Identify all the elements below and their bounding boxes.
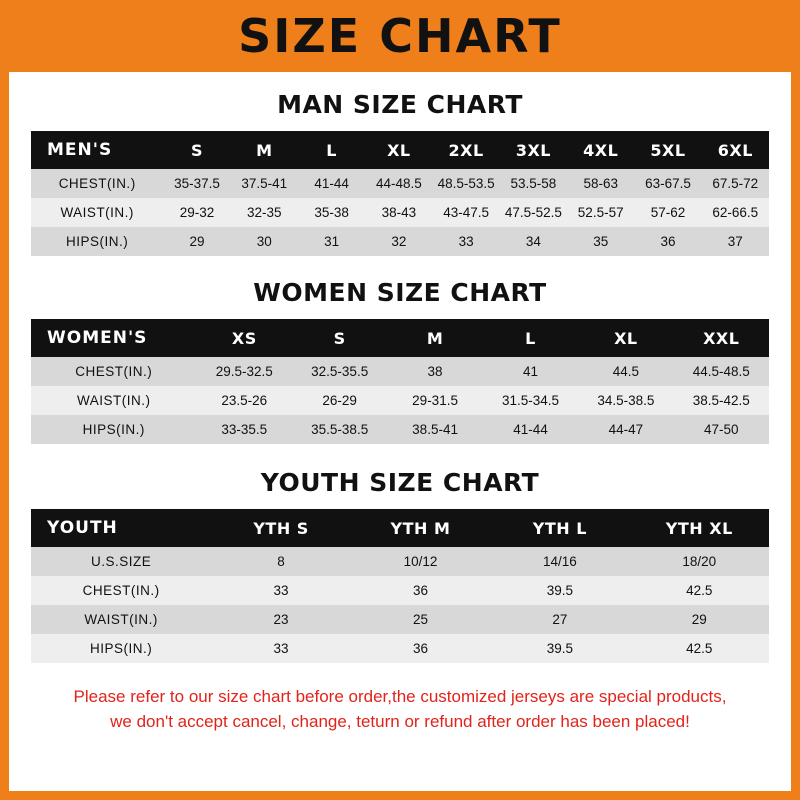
man-header-cell: XL xyxy=(365,131,432,169)
man-size-table xyxy=(31,131,769,256)
table-cell: 31 xyxy=(298,227,365,256)
women-table-head xyxy=(31,319,769,357)
table-cell: 34 xyxy=(500,227,567,256)
table-cell: 31.5-34.5 xyxy=(483,386,578,415)
row-label: CHEST(IN.) xyxy=(31,576,211,605)
women-header-cell: M xyxy=(387,319,482,357)
table-cell: 44-48.5 xyxy=(365,169,432,198)
table-row xyxy=(31,547,769,576)
row-label: HIPS(IN.) xyxy=(31,415,197,444)
youth-header-cell: YTH S xyxy=(211,509,350,547)
table-row xyxy=(31,169,769,198)
table-row xyxy=(31,415,769,444)
header-band xyxy=(0,0,800,72)
man-header-cell: 6XL xyxy=(702,131,769,169)
table-cell: 23.5-26 xyxy=(197,386,292,415)
footer-note xyxy=(47,685,753,734)
table-cell: 42.5 xyxy=(630,576,769,605)
table-cell: 37 xyxy=(702,227,769,256)
table-cell: 67.5-72 xyxy=(702,169,769,198)
youth-size-table xyxy=(31,509,769,663)
man-header-cell: L xyxy=(298,131,365,169)
row-label: WAIST(IN.) xyxy=(31,386,197,415)
row-label: WAIST(IN.) xyxy=(31,605,211,634)
table-cell: 41-44 xyxy=(298,169,365,198)
table-cell: 35-38 xyxy=(298,198,365,227)
women-header-cell: WOMEN'S xyxy=(31,319,197,357)
table-cell: 35-37.5 xyxy=(163,169,230,198)
man-table-body xyxy=(31,169,769,256)
women-header-cell: XXL xyxy=(674,319,769,357)
table-cell: 47.5-52.5 xyxy=(500,198,567,227)
table-cell: 36 xyxy=(351,634,490,663)
man-header-cell: MEN'S xyxy=(31,131,163,169)
table-row xyxy=(31,198,769,227)
table-cell: 39.5 xyxy=(490,634,629,663)
table-cell: 33-35.5 xyxy=(197,415,292,444)
table-cell: 33 xyxy=(433,227,500,256)
table-cell: 25 xyxy=(351,605,490,634)
table-cell: 23 xyxy=(211,605,350,634)
table-cell: 41-44 xyxy=(483,415,578,444)
table-cell: 52.5-57 xyxy=(567,198,634,227)
table-cell: 33 xyxy=(211,576,350,605)
women-table-body xyxy=(31,357,769,444)
table-row xyxy=(31,386,769,415)
table-cell: 26-29 xyxy=(292,386,387,415)
man-header-cell: 5XL xyxy=(634,131,701,169)
man-header-cell: S xyxy=(163,131,230,169)
table-cell: 63-67.5 xyxy=(634,169,701,198)
youth-table-body xyxy=(31,547,769,663)
row-label: CHEST(IN.) xyxy=(31,169,163,198)
row-label: WAIST(IN.) xyxy=(31,198,163,227)
table-cell: 38.5-42.5 xyxy=(674,386,769,415)
row-label: HIPS(IN.) xyxy=(31,227,163,256)
table-cell: 8 xyxy=(211,547,350,576)
man-header-cell: 2XL xyxy=(433,131,500,169)
table-row xyxy=(31,634,769,663)
table-cell: 30 xyxy=(231,227,298,256)
table-cell: 47-50 xyxy=(674,415,769,444)
table-cell: 44.5-48.5 xyxy=(674,357,769,386)
man-table-head xyxy=(31,131,769,169)
youth-header-cell: YTH XL xyxy=(630,509,769,547)
table-cell: 57-62 xyxy=(634,198,701,227)
section-man xyxy=(31,90,769,256)
table-cell: 43-47.5 xyxy=(433,198,500,227)
man-header-cell: 4XL xyxy=(567,131,634,169)
man-header-cell: M xyxy=(231,131,298,169)
table-cell: 35 xyxy=(567,227,634,256)
youth-table-head xyxy=(31,509,769,547)
table-cell: 41 xyxy=(483,357,578,386)
section-title-women: WOMEN SIZE CHART xyxy=(253,278,547,307)
table-cell: 39.5 xyxy=(490,576,629,605)
table-cell: 48.5-53.5 xyxy=(433,169,500,198)
youth-header-cell: YOUTH xyxy=(31,509,211,547)
table-cell: 62-66.5 xyxy=(702,198,769,227)
table-cell: 29.5-32.5 xyxy=(197,357,292,386)
section-title-youth: YOUTH SIZE CHART xyxy=(260,468,540,497)
footer-note-line-2: we don't accept cancel, change, teturn or refund after order has been placed! xyxy=(110,711,690,731)
table-header-row xyxy=(31,509,769,547)
section-youth xyxy=(31,468,769,663)
table-row xyxy=(31,357,769,386)
women-header-cell: S xyxy=(292,319,387,357)
youth-header-cell: YTH L xyxy=(490,509,629,547)
table-cell: 34.5-38.5 xyxy=(578,386,673,415)
table-cell: 18/20 xyxy=(630,547,769,576)
table-cell: 29 xyxy=(163,227,230,256)
table-cell: 53.5-58 xyxy=(500,169,567,198)
table-cell: 58-63 xyxy=(567,169,634,198)
table-cell: 32-35 xyxy=(231,198,298,227)
table-header-row xyxy=(31,319,769,357)
women-header-cell: L xyxy=(483,319,578,357)
table-cell: 14/16 xyxy=(490,547,629,576)
table-header-row xyxy=(31,131,769,169)
section-title-man: MAN SIZE CHART xyxy=(277,90,523,119)
footer-note-line-1: Please refer to our size chart before order,the customized jerseys are special products, xyxy=(73,687,727,706)
table-cell: 32.5-35.5 xyxy=(292,357,387,386)
table-row xyxy=(31,227,769,256)
table-cell: 29-31.5 xyxy=(387,386,482,415)
table-cell: 27 xyxy=(490,605,629,634)
table-cell: 44.5 xyxy=(578,357,673,386)
table-cell: 35.5-38.5 xyxy=(292,415,387,444)
table-row xyxy=(31,605,769,634)
women-header-cell: XS xyxy=(197,319,292,357)
women-size-table xyxy=(31,319,769,444)
table-cell: 36 xyxy=(634,227,701,256)
page-title: SIZE CHART xyxy=(238,9,562,63)
table-cell: 10/12 xyxy=(351,547,490,576)
section-women xyxy=(31,278,769,444)
table-cell: 29 xyxy=(630,605,769,634)
table-cell: 44-47 xyxy=(578,415,673,444)
table-row xyxy=(31,576,769,605)
row-label: U.S.SIZE xyxy=(31,547,211,576)
man-header-cell: 3XL xyxy=(500,131,567,169)
content-area xyxy=(9,90,791,734)
table-cell: 32 xyxy=(365,227,432,256)
women-header-cell: XL xyxy=(578,319,673,357)
table-cell: 37.5-41 xyxy=(231,169,298,198)
row-label: CHEST(IN.) xyxy=(31,357,197,386)
table-cell: 38-43 xyxy=(365,198,432,227)
row-label: HIPS(IN.) xyxy=(31,634,211,663)
table-cell: 33 xyxy=(211,634,350,663)
youth-header-cell: YTH M xyxy=(351,509,490,547)
table-cell: 29-32 xyxy=(163,198,230,227)
table-cell: 42.5 xyxy=(630,634,769,663)
table-cell: 36 xyxy=(351,576,490,605)
table-cell: 38.5-41 xyxy=(387,415,482,444)
table-cell: 38 xyxy=(387,357,482,386)
